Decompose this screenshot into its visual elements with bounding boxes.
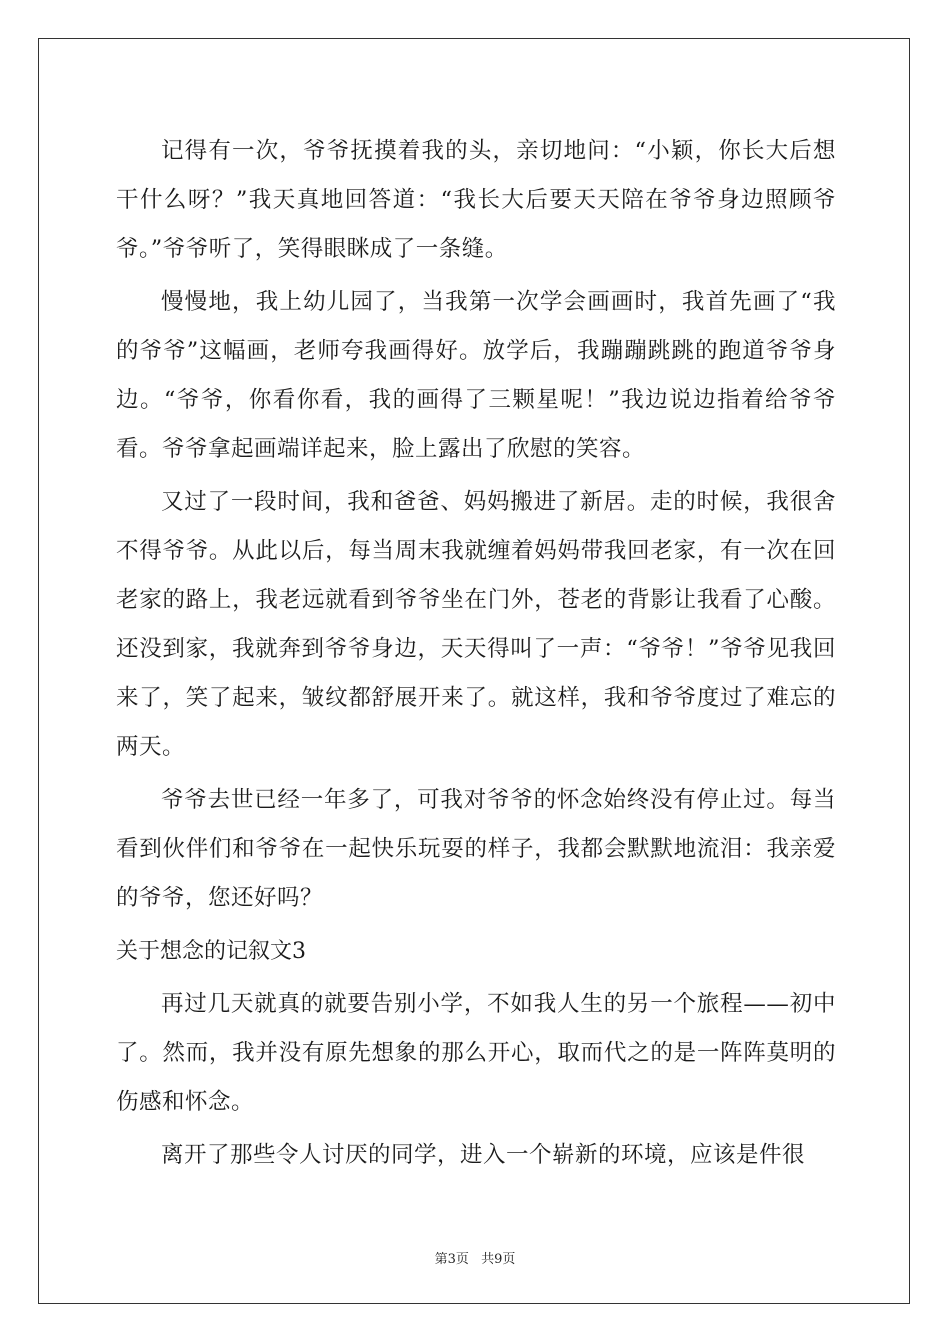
page-number: 第3页 — [434, 1252, 469, 1267]
paragraph: 再过几天就真的就要告别小学，不如我人生的另一个旅程——初中了。然而，我并没有原先想象的那么开心，取而代之的是一阵阵莫明的伤感和怀念。 — [116, 991, 836, 1115]
page-total: 共9页 — [481, 1252, 516, 1267]
paragraph: 离开了那些令人讨厌的同学，进入一个崭新的环境，应该是件很 — [161, 1142, 806, 1168]
paragraph: 慢慢地，我上幼儿园了，当我第一次学会画画时，我首先画了“我的爷爷”这幅画，老师夸我画得好。放学后，我蹦蹦跳跳的跑道爷爷身边。“爷爷，你看你看，我的画得了三颗星呢！”我边说边指着给爷爷看。爷爷拿起画端详起来，脸上露出了欣慰的笑容。 — [116, 289, 836, 462]
section-heading: 关于想念的记叙文3 — [116, 939, 306, 964]
paragraph: 爷爷去世已经一年多了，可我对爷爷的怀念始终没有停止过。每当看到伙伴们和爷爷在一起快乐玩耍的样子，我都会默默地流泪：我亲爱的爷爷，您还好吗？ — [116, 787, 836, 911]
paragraph: 记得有一次，爷爷抚摸着我的头，亲切地问：“小颖，你长大后想干什么呀？”我天真地回答道：“我长大后要天天陪在爷爷身边照顾爷爷。”爷爷听了，笑得眼眯成了一条缝。 — [116, 138, 836, 262]
page-footer — [0, 1248, 950, 1267]
document-body — [116, 127, 836, 1184]
paragraph: 又过了一段时间，我和爸爸、妈妈搬进了新居。走的时候，我很舍不得爷爷。从此以后，每当周末我就缠着妈妈带我回老家，有一次在回老家的路上，我老远就看到爷爷坐在门外，苍老的背影让我看了心酸。还没到家，我就奔到爷爷身边，天天得叫了一声：“爷爷！”爷爷见我回来了，笑了起来，皱纹都舒展开来了。就这样，我和爷爷度过了难忘的两天。 — [116, 489, 836, 760]
